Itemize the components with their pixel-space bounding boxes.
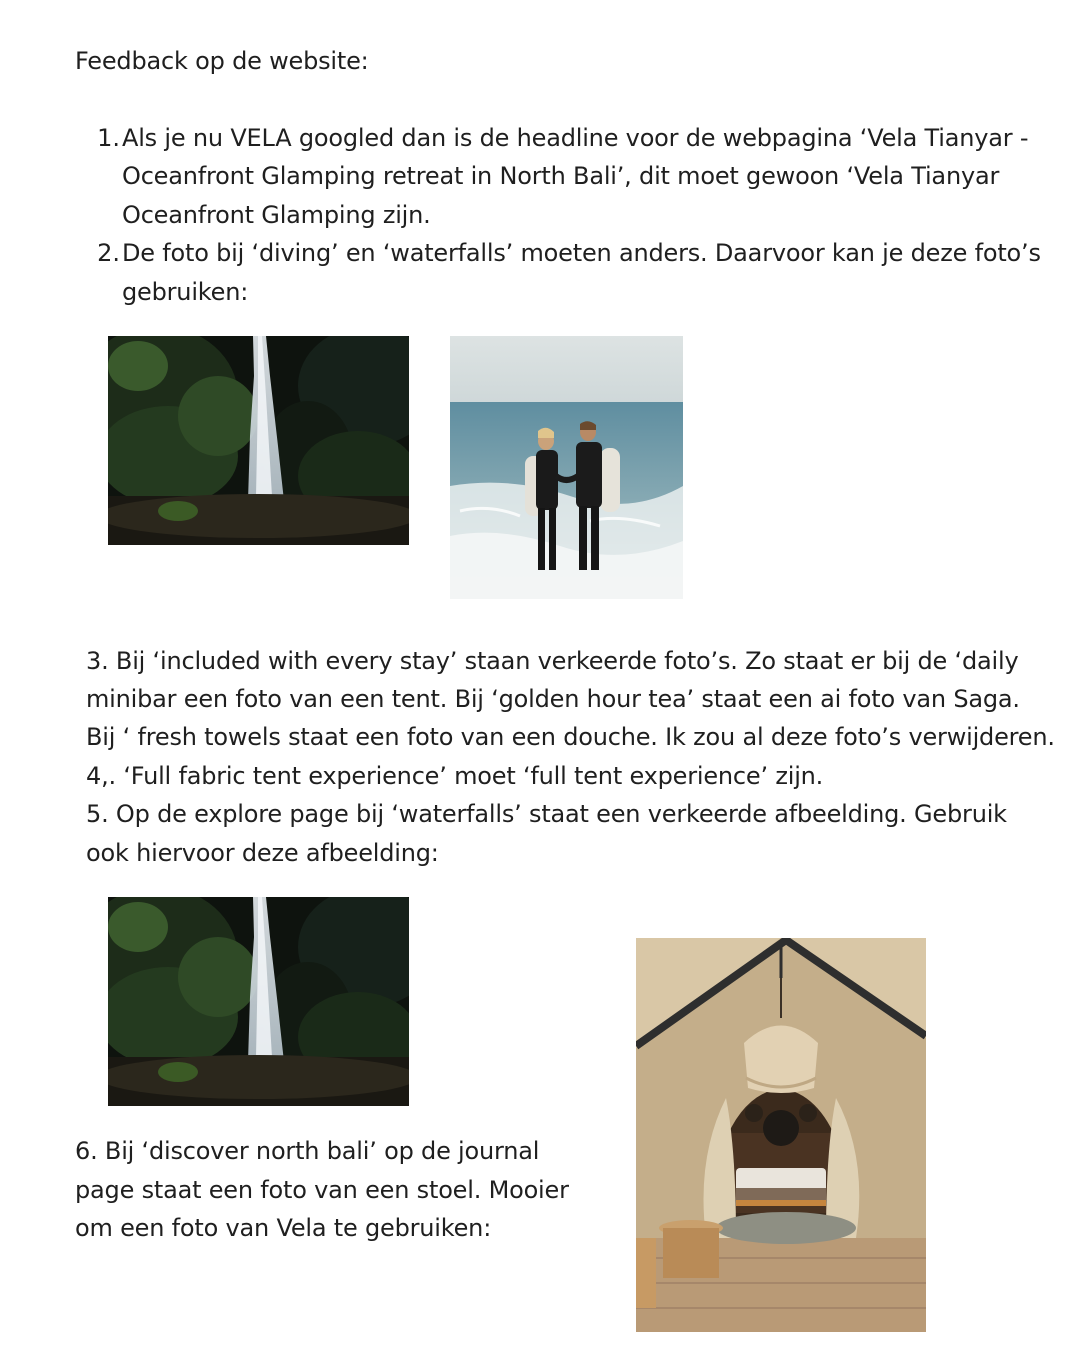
paragraph-3-line-2: minibar een foto van een tent. Bij ‘golden hour tea’ staat een ai foto van Saga. — [86, 685, 1020, 713]
paragraph-6-line-3: om een foto van Vela te gebruiken: — [75, 1214, 492, 1242]
paragraph-5-line-2: ook hiervoor deze afbeelding: — [86, 839, 439, 867]
tent-image — [636, 938, 926, 1332]
waterfall-image — [108, 336, 409, 545]
list-number-1: 1. — [97, 124, 120, 152]
list-item-1-line-1: Als je nu VELA googled dan is de headline voor de webpagina ‘Vela Tianyar - — [122, 124, 1029, 152]
paragraph-4-line-1: 4,. ‘Full fabric tent experience’ moet ‘full tent experience’ zijn. — [86, 762, 824, 790]
divers-image — [450, 336, 683, 599]
list-number-2: 2. — [97, 239, 120, 267]
list-item-2-line-2: gebruiken: — [122, 278, 249, 306]
paragraph-5-line-1: 5. Op de explore page bij ‘waterfalls’ staat een verkeerde afbeelding. Gebruik — [86, 800, 1007, 828]
waterfall-image — [108, 897, 409, 1106]
paragraph-6-line-2: page staat een foto van een stoel. Mooier — [75, 1176, 569, 1204]
paragraph-6-line-1: 6. Bij ‘discover north bali’ op de journal — [75, 1137, 540, 1165]
waterfall-photo-2 — [108, 897, 409, 1106]
list-item-2-line-1: De foto bij ‘diving’ en ‘waterfalls’ moeten anders. Daarvoor kan je deze foto’s — [122, 239, 1041, 267]
list-item-1-line-3: Oceanfront Glamping zijn. — [122, 201, 431, 229]
tent-photo — [636, 938, 926, 1332]
paragraph-3-line-1: 3. Bij ‘included with every stay’ staan verkeerde foto’s. Zo staat er bij de ‘daily — [86, 647, 1019, 675]
waterfall-photo-1 — [108, 336, 409, 545]
paragraph-3-line-3: Bij ‘ fresh towels staat een foto van een douche. Ik zou al deze foto’s verwijderen. — [86, 723, 1055, 751]
divers-photo — [450, 336, 683, 599]
document-heading: Feedback op de website: — [75, 47, 369, 75]
list-item-1-line-2: Oceanfront Glamping retreat in North Bali’, dit moet gewoon ‘Vela Tianyar — [122, 162, 1000, 190]
